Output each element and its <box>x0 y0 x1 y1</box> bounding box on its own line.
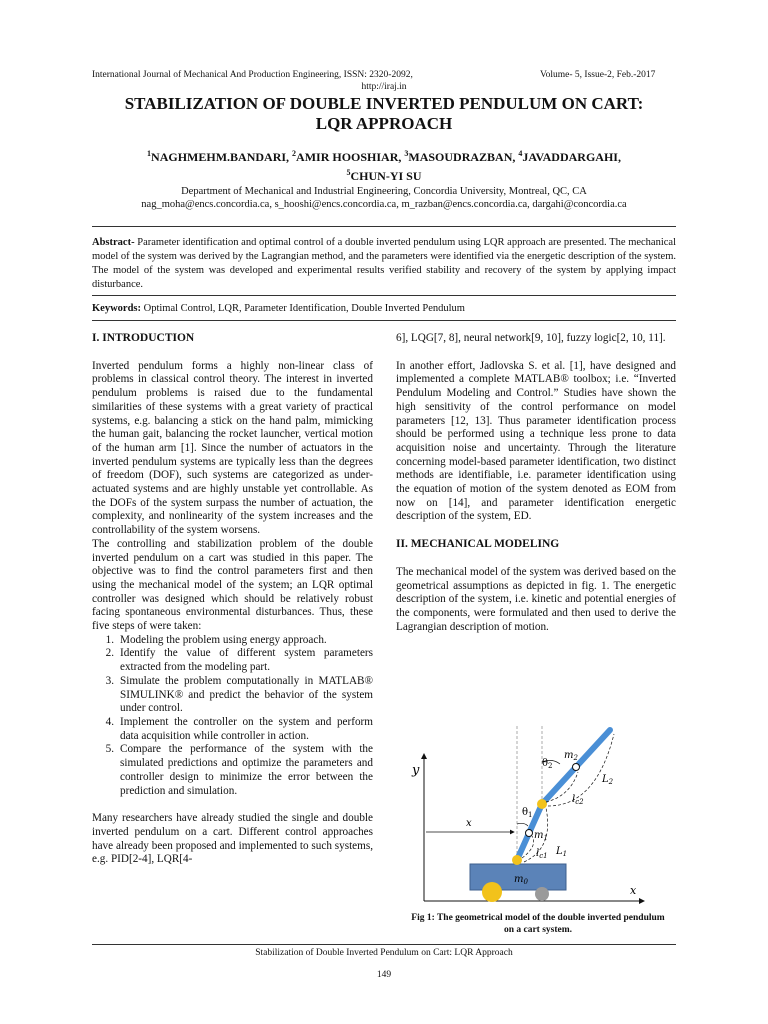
author-name: MASOUDRAZBAN, <box>408 150 519 164</box>
list-number: 3. <box>105 674 114 687</box>
m0-label: $m_0$ <box>514 874 528 886</box>
author-name: NAGHMEHM.BANDARI, <box>151 150 293 164</box>
author-name: AMIR HOOSHIAR, <box>296 150 405 164</box>
front-wheel <box>482 882 502 902</box>
x-axis-label: x <box>630 884 637 897</box>
author-sup: 4 <box>518 149 523 158</box>
authors-line-1 <box>0 146 768 165</box>
paragraph: Many researchers have already studied the single and double inverted pendulum on a cart. Different control approaches have already been proposed and implemented to such systems, e.g. PID[2-4], LQR[4- <box>92 812 373 866</box>
m2-marker <box>573 764 580 771</box>
paragraph: The mechanical model of the system was derived based on the geometrical assumptions as depicted in fig. 1. The energetic description of the system, i.e. kinetic and potential energies of the components, were formulated and then used to derive the Lagrangian description of motion. <box>396 565 676 633</box>
m1-marker <box>526 830 533 837</box>
y-axis-label: y <box>412 763 420 778</box>
paper-title <box>0 94 768 134</box>
volume-issue: Volume- 5, Issue-2, Feb.-2017 <box>540 70 656 80</box>
abstract-text: Parameter identification and optimal control of a double inverted pendulum using LQR approach are presented. The mechanical model of the system was derived by the Lagrangian method, and the parameters were identified via the energetic description of the system. The model of the system was developed and experimental results verified stability and recovery of the system by applying impact disturbance. <box>92 237 676 290</box>
affiliation <box>0 185 768 211</box>
list-item <box>92 675 373 716</box>
emails: nag_moha@encs.concordia.ca, s_hooshi@encs.concordia.ca, m_razban@encs.concordia.ca, dargahi@concordia.ca <box>141 199 627 210</box>
author-name: JAVADDARGAHI, <box>522 150 621 164</box>
list-text: Identify the value of different system parameters extracted from the modeling part. <box>120 647 373 674</box>
authors-line-2 <box>0 165 768 184</box>
abstract <box>92 236 676 292</box>
divider <box>92 320 676 321</box>
journal-url[interactable]: http://iraj.in <box>361 82 407 92</box>
m2-label: $m_2$ <box>564 750 578 762</box>
author-sup: 3 <box>404 149 409 158</box>
section-heading-introduction: I. INTRODUCTION <box>92 332 195 344</box>
divider <box>92 944 676 945</box>
paragraph: 6], LQG[7, 8], neural network[9, 10], fuzzy logic[2, 10, 11]. <box>396 332 666 344</box>
theta1-label: $\theta_1$ <box>522 807 533 819</box>
author-sup: 1 <box>147 149 152 158</box>
paragraph: Inverted pendulum forms a highly non-linear class of problems in classical control theory. The interest in inverted pendulum problems is raised due to the fundamental similarities of these systems with a great variety of practical systems, e.g. balancing a stick on the hand palm, mimicking the human gait, balancing the rocket launcher, vertical motion of the human arm [1]. Since the number of actuators in the inverted pendulum systems are typically less than the degrees of freedom (DOF), such systems are categorized as under-actuated systems and are highly unstable yet controllable. As the DOFs of the system surpass the number of actuation, the complexity, and nonlinearity of the system increases and the controllability of the system worsens. <box>92 359 373 537</box>
right-column <box>396 332 676 634</box>
author-name: CHUN-YI SU <box>350 169 422 183</box>
keywords-text: Optimal Control, LQR, Parameter Identification, Double Inverted Pendulum <box>141 303 465 314</box>
list-item <box>92 647 373 674</box>
list-item <box>92 716 373 743</box>
footer-title: Stabilization of Double Inverted Pendulum on Cart: LQR Approach <box>255 948 513 958</box>
lc2-label: $l_{c2}$ <box>572 794 584 806</box>
caption-line: Fig 1: The geometrical model of the double inverted pendulum <box>411 913 665 923</box>
rear-wheel <box>535 887 549 901</box>
lc1-label: $l_{c1}$ <box>536 848 548 860</box>
department: Department of Mechanical and Industrial Engineering, Concordia University, Montreal, QC, CA <box>181 186 587 197</box>
left-column <box>92 332 373 867</box>
list-number: 5. <box>105 743 114 756</box>
author-sup: 2 <box>292 149 297 158</box>
journal-header: International Journal of Mechanical And Production Engineering, ISSN: 2320-2092, <box>92 70 413 80</box>
list-item <box>92 743 373 798</box>
L2-label: $L_2$ <box>602 774 614 786</box>
divider <box>92 226 676 227</box>
abstract-label: Abstract- <box>92 237 135 248</box>
theta2-label: $\theta_2$ <box>542 758 553 770</box>
keywords <box>92 302 676 316</box>
figure-double-pendulum <box>396 706 680 906</box>
caption-line: on a cart system. <box>503 925 573 935</box>
author-sup: 5 <box>346 168 351 177</box>
figure-caption <box>396 912 680 936</box>
cart-joint <box>512 855 522 865</box>
list-number: 2. <box>105 647 114 660</box>
list-item <box>92 634 373 648</box>
x-distance-label: x <box>466 818 472 829</box>
paragraph: In another effort, Jadlovska S. et al. [1], have designed and implemented a complete MATLAB® toolbox; i.e. “Inverted Pendulum Modeling and Control.” Studies have shown the high sensitivity of the control performance on model parameters [12, 13]. Thus parameter identification process should be performed using a technique less prone to data acquisition noise and uncertainty. Through the literature concerning model-based parameter identification, two distinct methods are identifiable, i.e. parameter identification using the equation of motion of the system denoted as EOM from now on [14], and parameter identification energetic description of the system, ED. <box>396 359 676 523</box>
L1-label: $L_1$ <box>556 846 568 858</box>
list-number: 1. <box>105 633 114 646</box>
list-text: Simulate the problem computationally in MATLAB® SIMULINK® and predict the behavior of the system under control. <box>120 674 373 715</box>
theta1-arc <box>517 823 528 826</box>
keywords-label: Keywords: <box>92 303 141 314</box>
title-line-1: STABILIZATION OF DOUBLE INVERTED PENDULUM ON CART: <box>124 94 644 113</box>
list-text: Implement the controller on the system and perform data acquisition while controller in action. <box>120 715 373 742</box>
title-line-2: LQR APPROACH <box>315 114 453 133</box>
list-number: 4. <box>105 715 114 728</box>
divider <box>92 295 676 296</box>
page-number: 149 <box>376 970 392 980</box>
list-text: Modeling the problem using energy approach. <box>120 633 327 646</box>
steps-list <box>92 634 373 798</box>
L2-arc <box>548 734 614 806</box>
authors <box>0 146 768 184</box>
section-heading-mechanical-modeling: II. MECHANICAL MODELING <box>396 538 560 551</box>
list-text: Compare the performance of the system with the simulated predictions and optimize the parameters and controller design to minimize the error between the prediction and simulation. <box>120 743 373 797</box>
paragraph: The controlling and stabilization problem of the double inverted pendulum on a cart was studied in this paper. The objective was to find the control parameters first and then using the mechanical model of the system; an LQR optimal controller was designed which should be relatively robust facing spontaneous environmental disturbances. Thus, these five steps of were taken: <box>92 537 373 633</box>
m1-label: $m_1$ <box>534 830 548 842</box>
middle-joint <box>537 799 547 809</box>
